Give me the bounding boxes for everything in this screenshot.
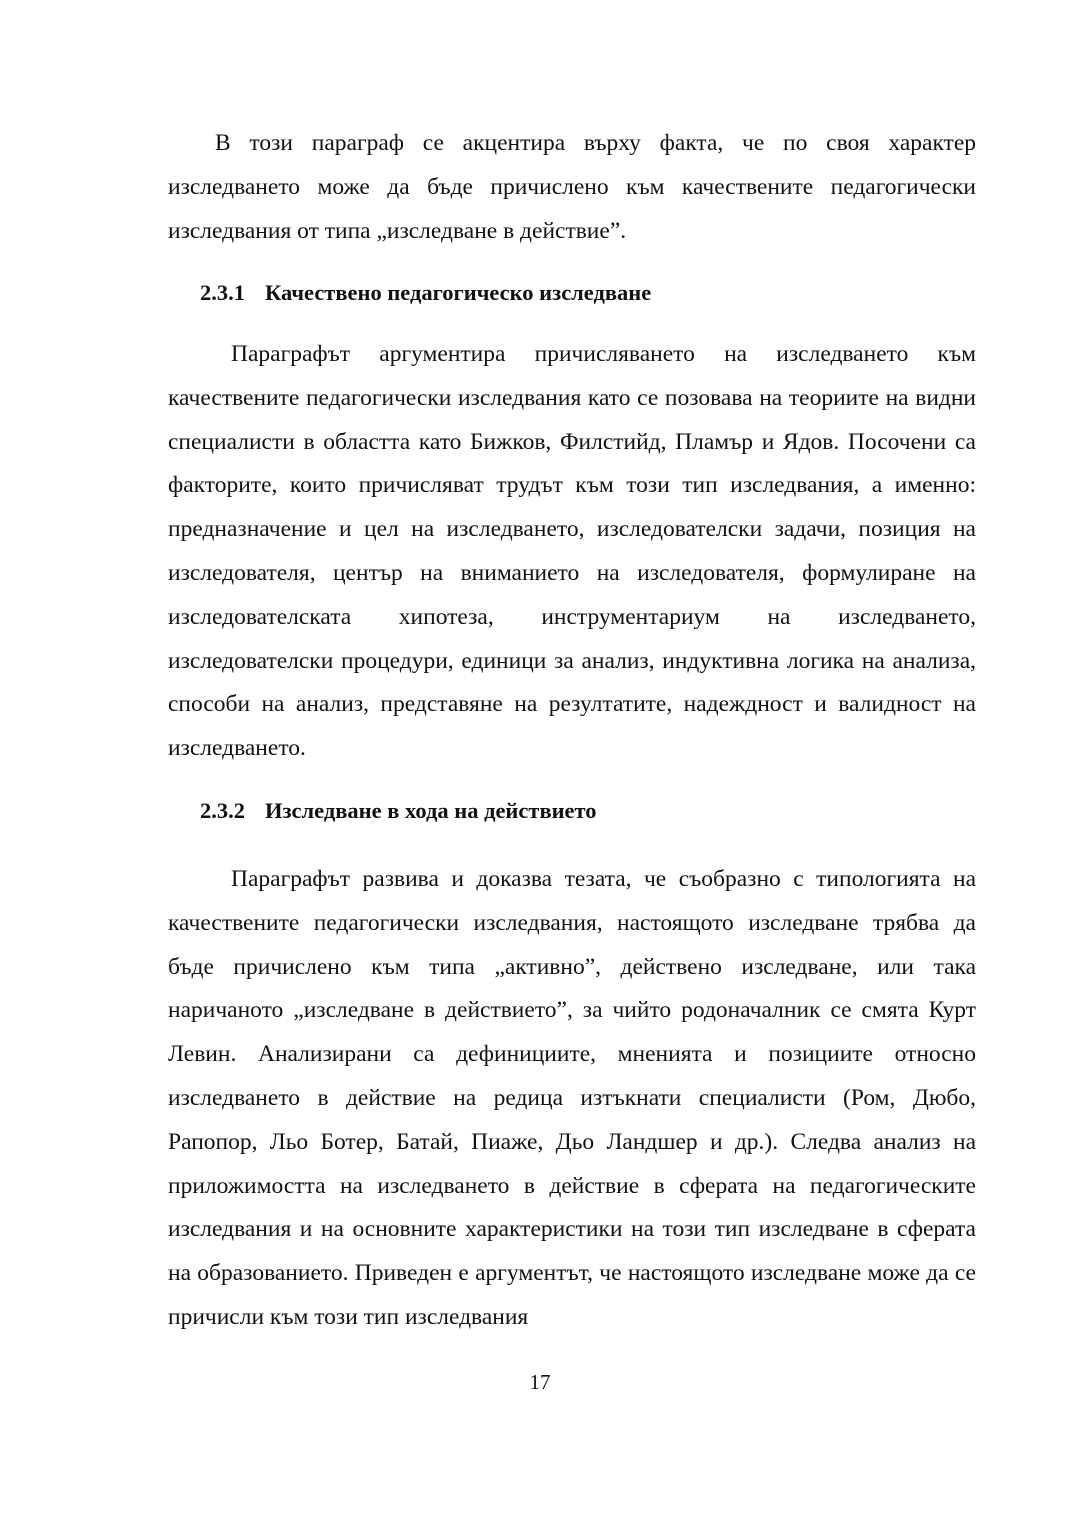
intro-paragraph: В този параграф се акцентира върху факта, че по своя характер изследването може да бъде причислено към качествените педагогически изследвания от типа „изследване в действие”.: [168, 130, 976, 244]
section-heading-2-3-2: [200, 796, 597, 826]
section-title: Изследване в хода на действието: [265, 798, 597, 823]
section-title: Качествено педагогическо изследване: [265, 280, 652, 305]
page-number: 17: [529, 1370, 551, 1394]
section-2-paragraph: Параграфът развива и доказва тезата, че съобразно с типологията на качествените педагогически изследвания, настоящото изследване трябва да бъде причислено към типа „активно”, действено изследване, или така наричаното „изследване в действието”, за чийто родоначалник се смята Курт Левин. Анализирани са дефинициите, мненията и позициите относно изследването в действие на редица изтъкнати специалисти (Ром, Дюбо, Рапопор, Льо Ботер, Батай, Пиаже, Дьо Ландшер и др.). Следва анализ на приложимостта на изследването в действие в сферата на педагогическите изследвания и на основните характеристики на този тип изследване в сферата на образованието. Приведен е аргументът, че настоящото изследване може да се причисли към този тип изследвания: [168, 866, 976, 1330]
section-number: 2.3.1: [200, 280, 245, 305]
section-1-paragraph: Параграфът аргументира причисляването на изследването към качествените педагогически изследвания като се позовава на теориите на видни специалисти в областта като Бижков, Филстийд, Пламър и Ядов. Посочени са факторите, които причисляват трудът към този тип изследвания, а именно: предназначение и цел на изследването, изследователски задачи, позиция на изследователя, център на вниманието на изследователя, формулиране на изследователската хипотеза, инструментариум на изследването, изследователски процедури, единици за анализ, индуктивна логика на анализа, способи на анализ, представяне на резултатите, надеждност и валидност на изследването.: [168, 341, 976, 762]
section-heading-2-3-1: [200, 278, 651, 308]
section-number: 2.3.2: [200, 798, 245, 823]
